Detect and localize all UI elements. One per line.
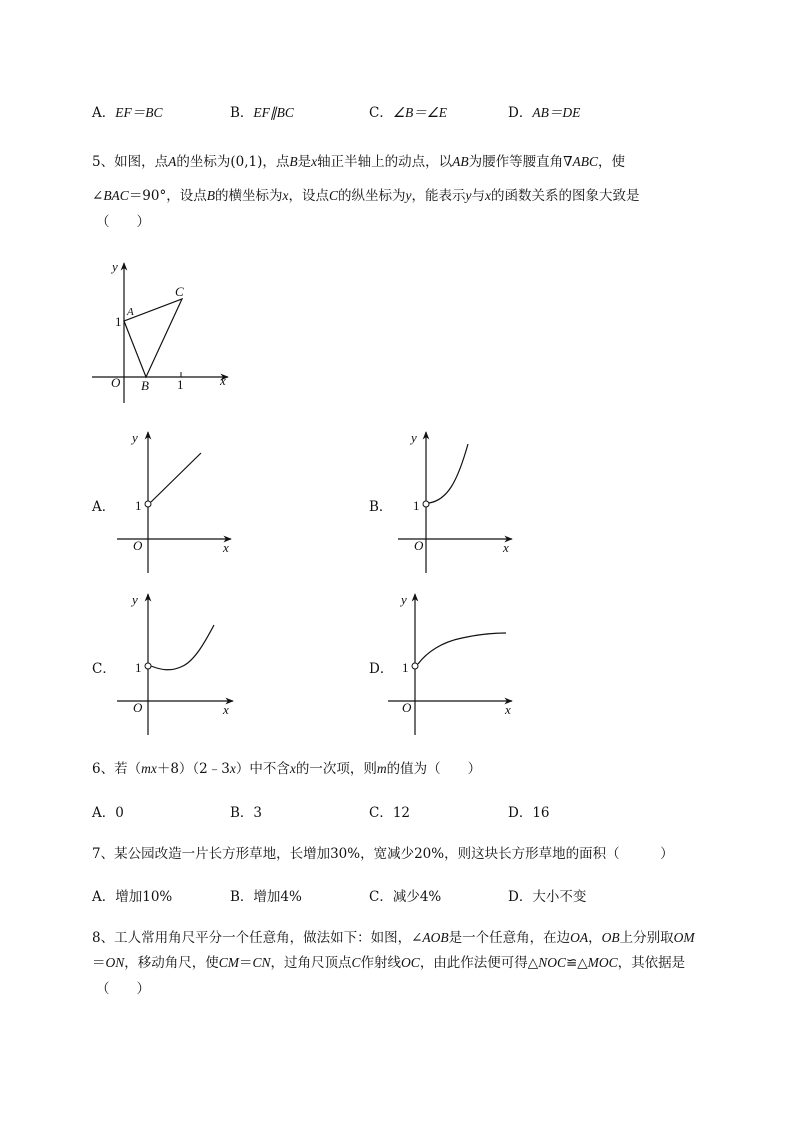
option-text: AB＝DE bbox=[532, 105, 581, 120]
x-label: x bbox=[503, 540, 509, 555]
option-letter: C． bbox=[369, 105, 393, 121]
q7-option-b[interactable] bbox=[230, 885, 302, 905]
open-point bbox=[145, 663, 151, 669]
option-text: 3 bbox=[253, 805, 263, 821]
text: ，过角尺顶点 bbox=[270, 955, 352, 971]
x-label: x bbox=[223, 702, 229, 717]
text: x bbox=[229, 761, 236, 776]
q5-option-b-letter[interactable]: B． bbox=[369, 499, 393, 515]
option-text: 减少4% bbox=[392, 889, 442, 905]
point-c-label: C bbox=[175, 284, 184, 299]
text: 的一次项，则 bbox=[295, 761, 377, 777]
text: C bbox=[329, 188, 339, 203]
text: 的函数关系的图象大致是 bbox=[491, 188, 640, 204]
option-letter: C． bbox=[369, 805, 393, 821]
one-label: 1 bbox=[135, 660, 142, 675]
text: 的坐标为(0,1)，点 bbox=[176, 154, 290, 170]
x-label: x bbox=[505, 702, 511, 717]
option-letter: D． bbox=[508, 805, 533, 821]
x-label: x bbox=[220, 373, 226, 388]
function-curve bbox=[151, 625, 214, 670]
q5-option-c-letter[interactable]: C． bbox=[92, 661, 116, 677]
text: 轴正半轴上的动点，以 bbox=[317, 154, 453, 170]
text: 8、工人常用角尺平分一个任意角，做法如下：如图，∠ bbox=[92, 930, 423, 946]
text: AB bbox=[452, 154, 469, 169]
text: ∠ bbox=[92, 188, 104, 204]
x-one-label: 1 bbox=[177, 377, 184, 392]
y-label: y bbox=[411, 430, 417, 445]
text: ， bbox=[588, 930, 602, 946]
q5-option-c-graph[interactable] bbox=[113, 590, 243, 740]
q4-option-b[interactable] bbox=[230, 101, 294, 121]
text: ，其依据是 bbox=[617, 955, 686, 971]
origin-label: O bbox=[133, 538, 143, 553]
q5-stem-line1 bbox=[92, 150, 625, 170]
text: ON bbox=[105, 955, 125, 970]
text: 是 bbox=[297, 154, 312, 170]
option-text: 增加4% bbox=[253, 889, 302, 905]
q7-option-d[interactable] bbox=[508, 885, 586, 905]
text: 是一个任意角，在边 bbox=[448, 930, 571, 946]
text: 6、若（ bbox=[92, 761, 142, 777]
text: OM bbox=[673, 930, 695, 945]
q6-option-a[interactable] bbox=[92, 801, 124, 821]
y-label: y bbox=[112, 259, 118, 274]
text: NOC bbox=[538, 955, 566, 970]
option-letter: B． bbox=[230, 889, 254, 905]
text: ＝ bbox=[92, 955, 106, 971]
text: 的值为（ ） bbox=[386, 761, 482, 777]
q5-figure bbox=[88, 255, 238, 415]
q6-option-c[interactable] bbox=[369, 801, 410, 821]
q4-option-d[interactable] bbox=[508, 101, 580, 121]
text: ，能表示 bbox=[411, 188, 466, 204]
option-letter: D． bbox=[508, 889, 533, 905]
text: x bbox=[311, 154, 318, 169]
q5-option-b-graph[interactable] bbox=[392, 428, 522, 578]
text: OB bbox=[601, 930, 620, 945]
q5-option-a-letter[interactable]: A． bbox=[92, 499, 116, 515]
text: 上分别取 bbox=[619, 930, 674, 946]
q6-option-d[interactable] bbox=[508, 801, 550, 821]
one-label: 1 bbox=[402, 660, 409, 675]
one-label: 1 bbox=[413, 498, 420, 513]
text: mx bbox=[141, 761, 157, 776]
one-label: 1 bbox=[135, 498, 142, 513]
text: BAC bbox=[103, 188, 129, 203]
text: ＋8）（2﹣3 bbox=[156, 761, 230, 777]
text: x bbox=[282, 188, 289, 203]
point-b-label: B bbox=[141, 378, 149, 393]
origin-label: O bbox=[414, 538, 424, 553]
text: 的横坐标为 bbox=[215, 188, 283, 204]
open-point bbox=[423, 501, 429, 507]
text: C bbox=[351, 955, 361, 970]
q5-option-a-graph[interactable] bbox=[113, 428, 243, 578]
option-text: ∠B＝∠E bbox=[392, 105, 448, 120]
option-letter: D． bbox=[508, 105, 533, 121]
y-label: y bbox=[132, 430, 138, 445]
text: ABC bbox=[572, 154, 599, 169]
open-point bbox=[145, 501, 151, 507]
text: x bbox=[485, 188, 492, 203]
text: ≌△ bbox=[565, 955, 588, 971]
option-text: 16 bbox=[532, 805, 550, 821]
option-letter: A． bbox=[92, 105, 116, 121]
point-a-label: A bbox=[127, 306, 134, 318]
text: y bbox=[405, 188, 412, 203]
q5-answer-paren: （ ） bbox=[96, 214, 150, 230]
text: y bbox=[465, 188, 472, 203]
option-text: 0 bbox=[115, 805, 124, 821]
text: x bbox=[289, 761, 296, 776]
text: MOC bbox=[587, 955, 618, 970]
origin-label: O bbox=[402, 700, 412, 715]
text: OA bbox=[570, 930, 589, 945]
text: 的纵坐标为 bbox=[338, 188, 406, 204]
function-curve bbox=[429, 444, 468, 503]
text: ）中不含 bbox=[235, 761, 290, 777]
function-curve bbox=[151, 453, 201, 502]
q6-option-b[interactable] bbox=[230, 801, 262, 821]
text: B bbox=[289, 154, 298, 169]
q7-stem: 7、某公园改造一片长方形草地，长增加30%，宽减少20%，则这块长方形草地的面积（ ） bbox=[92, 846, 674, 862]
option-letter: C． bbox=[369, 889, 393, 905]
option-letter: B． bbox=[230, 805, 254, 821]
text: 与 bbox=[471, 188, 486, 204]
q5-option-d-graph[interactable] bbox=[392, 590, 532, 740]
function-curve bbox=[418, 633, 506, 664]
q7-option-a[interactable] bbox=[92, 885, 172, 905]
option-text: 大小不变 bbox=[532, 889, 587, 905]
text: CM bbox=[218, 955, 240, 970]
option-letter: A． bbox=[92, 805, 116, 821]
text: B bbox=[206, 188, 215, 203]
option-letter: A． bbox=[92, 889, 116, 905]
q7-option-c[interactable] bbox=[369, 885, 441, 905]
q4-option-c[interactable] bbox=[369, 101, 447, 121]
q4-option-a[interactable] bbox=[92, 101, 163, 121]
option-text: EF＝BC bbox=[115, 105, 163, 120]
text: m bbox=[376, 761, 387, 776]
text: A bbox=[168, 154, 177, 169]
option-text: EF∥BC bbox=[253, 105, 294, 120]
open-point bbox=[412, 663, 418, 669]
text: 作射线 bbox=[360, 955, 402, 971]
y-one-label: 1 bbox=[115, 314, 122, 329]
y-label: y bbox=[132, 592, 138, 607]
q8-stem-line1 bbox=[92, 926, 695, 946]
text: ，移动角尺，使 bbox=[124, 955, 219, 971]
option-text: 增加10% bbox=[115, 889, 173, 905]
text: 5、如图，点 bbox=[92, 154, 169, 170]
option-letter: B． bbox=[230, 105, 254, 121]
text: CN bbox=[252, 955, 271, 970]
q5-option-d-letter[interactable]: D． bbox=[369, 661, 394, 677]
x-label: x bbox=[223, 540, 229, 555]
text: AOB bbox=[422, 930, 449, 945]
text: ，由此作法便可得△ bbox=[419, 955, 539, 971]
text: ，设点 bbox=[288, 188, 329, 204]
text: OC bbox=[401, 955, 420, 970]
option-text: 12 bbox=[392, 805, 411, 821]
text: ＝ bbox=[239, 955, 253, 971]
q8-answer-paren: （ ） bbox=[96, 981, 150, 997]
text: ＝90°，设点 bbox=[128, 188, 207, 204]
origin-label: O bbox=[111, 375, 121, 390]
y-label: y bbox=[401, 592, 407, 607]
q8-stem-line2 bbox=[92, 951, 685, 971]
text: ，使 bbox=[598, 154, 626, 170]
q6-stem bbox=[92, 757, 481, 777]
origin-label: O bbox=[133, 700, 143, 715]
q5-stem-line2 bbox=[92, 184, 640, 204]
text: 为腰作等腰直角∇ bbox=[468, 154, 573, 170]
